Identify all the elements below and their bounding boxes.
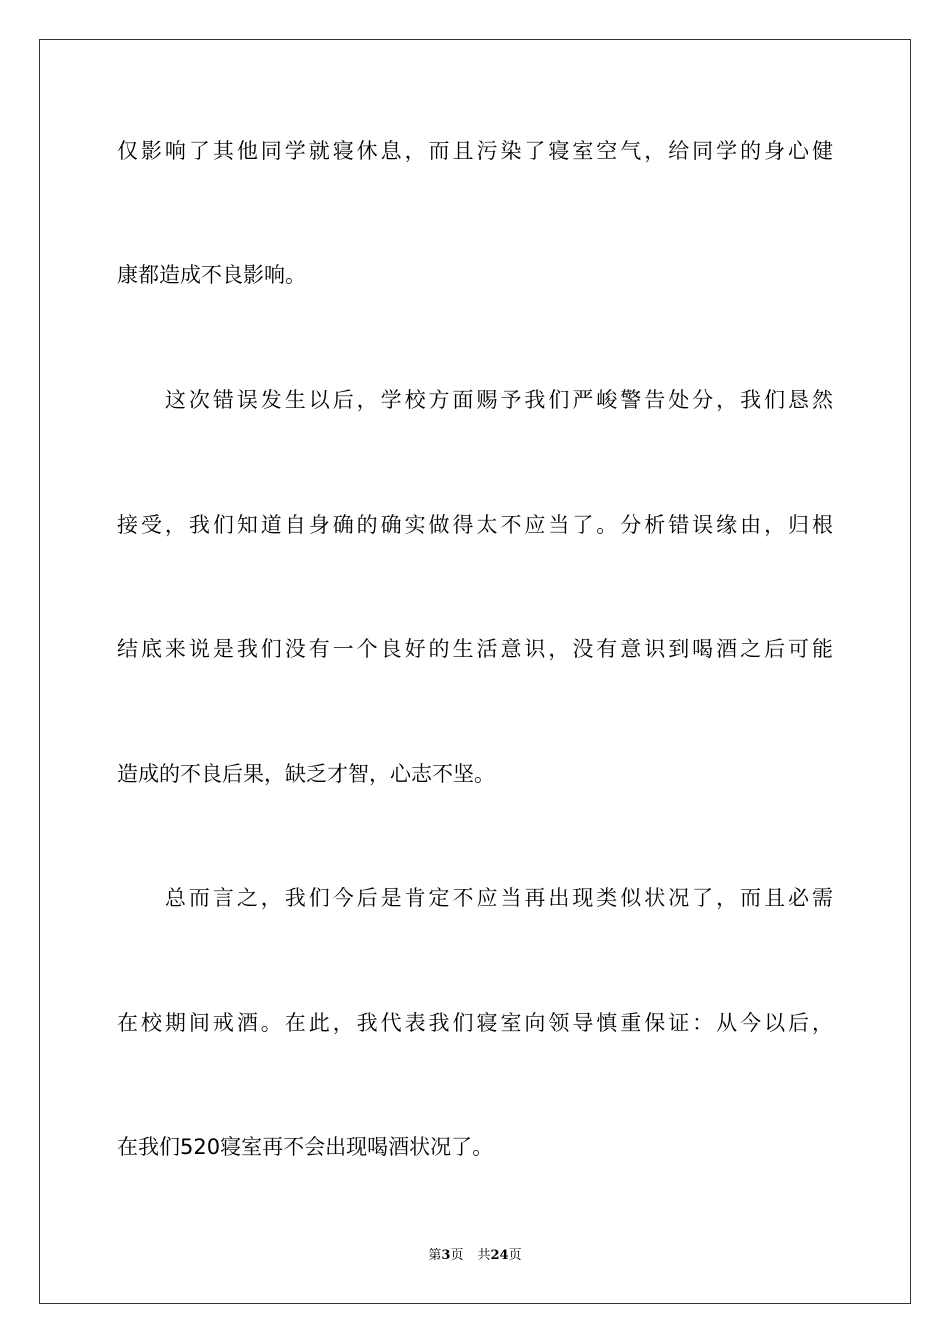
page-suffix: 页 [450, 1248, 464, 1263]
body-line-9: 在我们520寝室再不会出现喝酒状况了。 [117, 1135, 494, 1159]
body-line-7: 总而言之，我们今后是肯定不应当再出现类似状况了，而且必需 [117, 886, 833, 910]
page-number: 3 [441, 1248, 451, 1263]
body-line-3: 这次错误发生以后，学校方面赐予我们严峻警告处分，我们恳然 [117, 388, 833, 412]
body-line-8: 在校期间戒酒。在此，我代表我们寝室向领导慎重保证：从今以后， [117, 1011, 833, 1035]
total-suffix: 页 [508, 1248, 522, 1263]
page-frame [39, 39, 911, 1304]
body-line-5: 结底来说是我们没有一个良好的生活意识，没有意识到喝酒之后可能 [117, 637, 833, 661]
total-pages: 24 [490, 1248, 509, 1263]
page-prefix: 第 [428, 1248, 442, 1263]
body-line-4: 接受，我们知道自身确的确实做得太不应当了。分析错误缘由，归根 [117, 513, 833, 537]
body-line-2: 康都造成不良影响。 [117, 263, 306, 287]
page-footer [0, 1247, 950, 1265]
body-line-6: 造成的不良后果，缺乏才智，心志不坚。 [117, 762, 495, 786]
body-line-1: 仅影响了其他同学就寝休息，而且污染了寝室空气，给同学的身心健 [117, 139, 833, 163]
total-prefix: 共 [477, 1248, 491, 1263]
